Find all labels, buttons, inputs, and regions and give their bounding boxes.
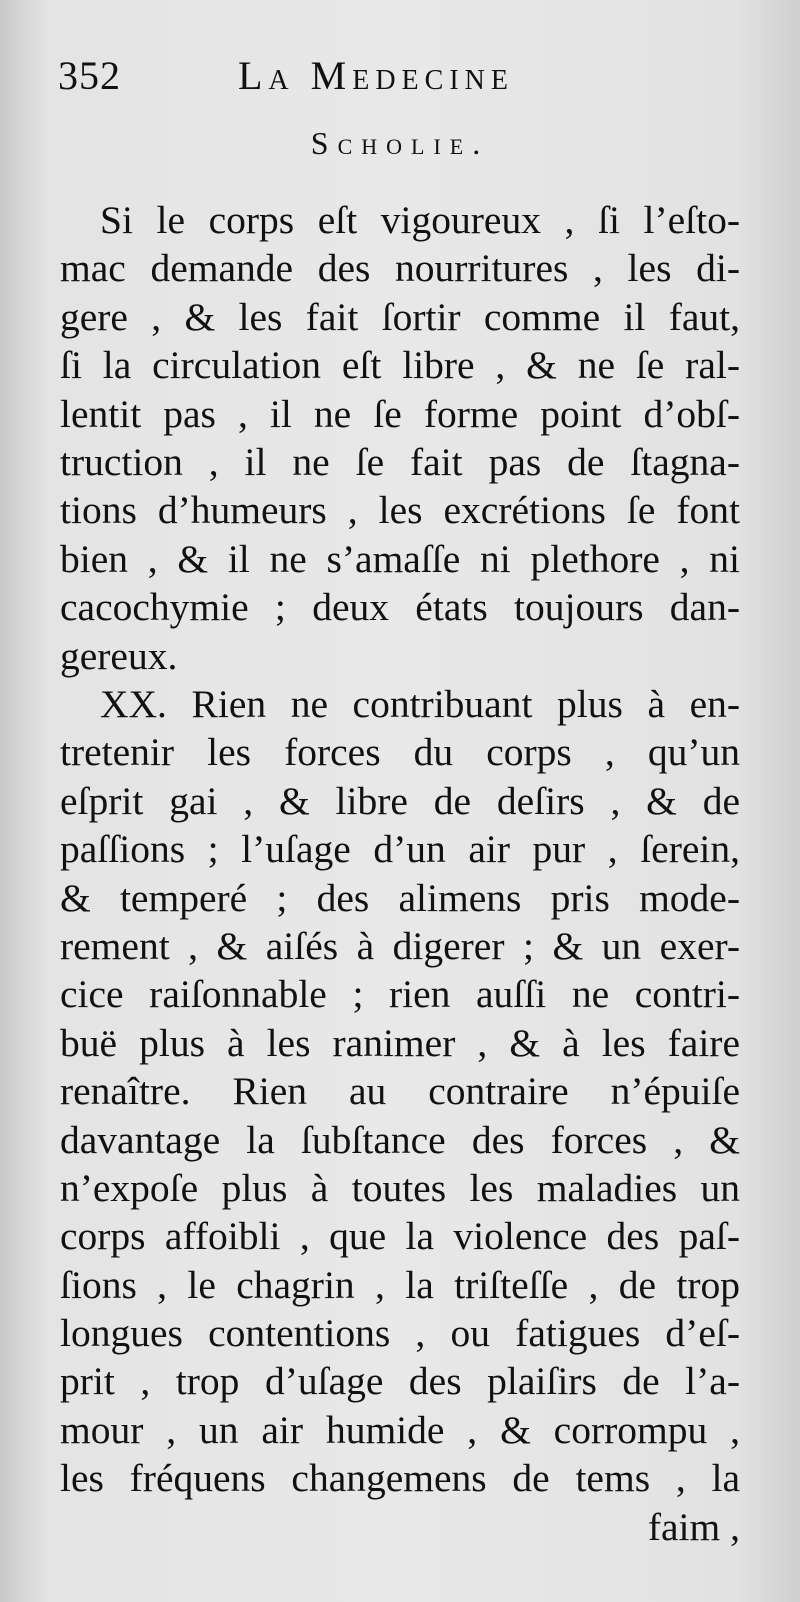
text-line: bien , & il ne s’amaſſe ni plethore , ni [60, 536, 740, 581]
text-line: & temperé ; des alimens pris mode- [60, 875, 740, 920]
text-line: buë plus à les ranimer , & à les faire [60, 1020, 740, 1065]
running-title: La Medecine [238, 53, 514, 98]
scholie-paragraph [60, 196, 740, 680]
text-line: mour , un air humide , & corrompu , [60, 1407, 740, 1452]
section-heading: Scholie. [310, 125, 490, 161]
text-line: eſprit gai , & libre de deſirs , & de [60, 778, 740, 823]
text-line: prit , trop d’uſage des plaiſirs de l’a- [60, 1359, 740, 1404]
text-line: tions d’humeurs , les excrétions ſe font [60, 488, 740, 533]
text-line: cice raiſonnable ; rien auſſi ne contri- [60, 972, 740, 1017]
text-line: longues contentions , ou fatigues d’eſ- [60, 1311, 740, 1356]
text-line: truction , il ne ſe fait pas de ſtagna- [60, 439, 740, 484]
text-line: gereux. [60, 633, 178, 678]
text-line: ſi la circulation eſt libre , & ne ſe ral- [60, 343, 740, 388]
text-line: ſions , le chagrin , la triſteſſe , de trop [60, 1262, 740, 1307]
text-line: renaître. Rien au contraire n’épuiſe [60, 1069, 740, 1114]
catchword: faim , [647, 1504, 740, 1549]
text-line: n’expoſe plus à toutes les maladies un [60, 1165, 740, 1210]
text-line: XX. Rien ne contribuant plus à en- [100, 682, 740, 726]
text-line: Si le corps eſt vigoureux , ſi l’eſto- [100, 198, 740, 242]
text-line: mac demande des nourritures , les di- [60, 246, 740, 291]
text-line: davantage la ſubſtance des forces , & [60, 1117, 740, 1162]
text-line: cacochymie ; deux états toujours dan- [60, 585, 740, 630]
article-xx-paragraph [60, 680, 740, 1551]
text-line: corps affoibli , que la violence des paſ- [60, 1214, 740, 1259]
text-line: les fréquens changemens de tems , la [60, 1456, 740, 1501]
page-header [58, 52, 740, 112]
text-line: rement , & aiſés à digerer ; & un exer- [60, 923, 740, 968]
text-line: tretenir les forces du corps , qu’un [60, 730, 740, 775]
text-line: lentit pas , il ne ſe forme point d’obſ- [60, 391, 740, 436]
page-number: 352 [58, 53, 121, 98]
text-line: paſſions ; l’uſage d’un air pur , ſerein, [60, 827, 740, 872]
text-line: gere , & les fait ſortir comme il faut, [60, 294, 740, 339]
